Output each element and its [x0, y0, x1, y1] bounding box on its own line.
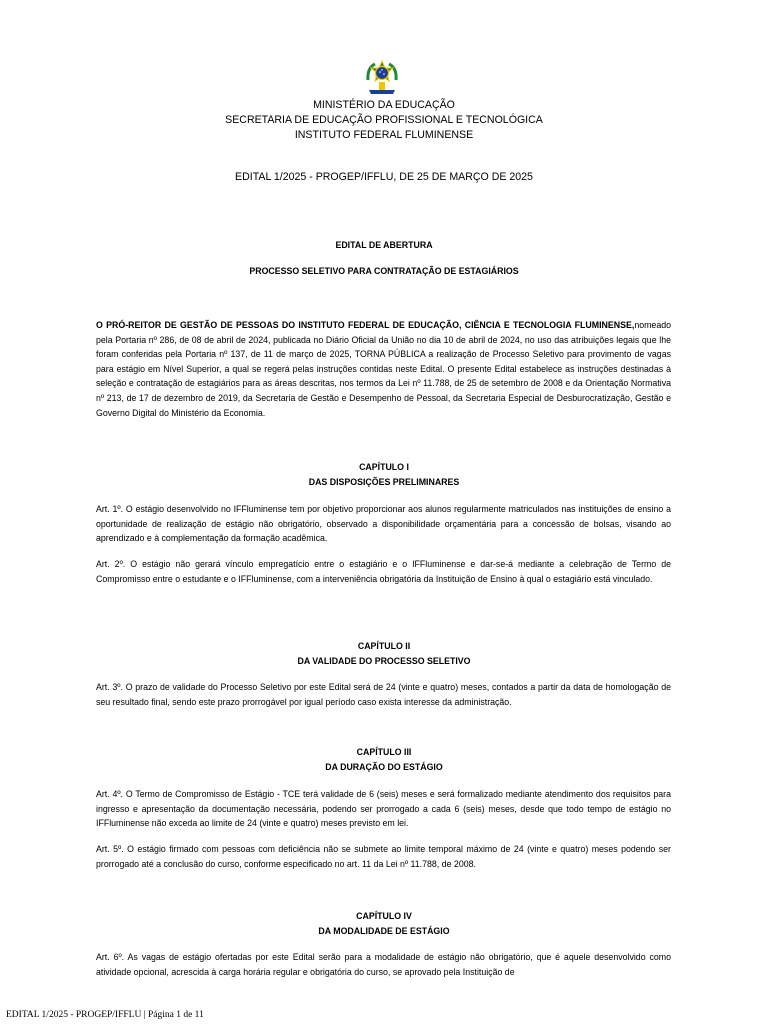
article-1: Art. 1º. O estágio desenvolvido no IFFluminense tem por objetivo proporcionar aos alunos regularmente matriculados nas instituições de ensino a oportunidade de realização de estágio não obrigatório, observado a disponibilidade orçamentária para a concessão de bolsas, visando ao aprendizado e à complementação da formação acadêmica.	[96, 504, 671, 544]
chapter-4-number: CAPÍTULO IV	[356, 911, 412, 921]
brazil-coat-of-arms-icon	[365, 60, 399, 96]
secretariat-heading: SECRETARIA DE EDUCAÇÃO PROFISSIONAL E TECNOLÓGICA	[225, 114, 543, 126]
page-footer: EDITAL 1/2025 - PROGEP/IFFLU | Página 1 de 11	[6, 1010, 204, 1020]
chapter-2-number: CAPÍTULO II	[357, 641, 411, 651]
preamble-paragraph	[96, 318, 671, 420]
chapter-1-number: CAPÍTULO I	[359, 462, 409, 472]
chapter-3-number: CAPÍTULO III	[356, 747, 412, 757]
chapter-2-title: DA VALIDADE DO PROCESSO SELETIVO	[297, 656, 471, 666]
edital-heading: EDITAL 1/2025 - PROGEP/IFFLU, DE 25 DE MARÇO DE 2025	[235, 171, 533, 183]
article-6: Art. 6º. As vagas de estágio ofertadas por este Edital serão para a modalidade de estágio não obrigatório, que é aquele desenvolvido como atividade opcional, acrescida à carga horária regular e obrigatória do curso, se aprovado pela Instituição de	[96, 952, 671, 977]
chapter-4-title: DA MODALIDADE DE ESTÁGIO	[318, 926, 450, 936]
edital-abertura-title: EDITAL DE ABERTURA	[335, 240, 433, 250]
article-2: Art. 2º. O estágio não gerará vínculo empregatício entre o estagiário e o IFFluminense e dar-se-á mediante a celebração de Termo de Compromisso entre o estudante e o IFFluminense, com a interveniência obrigatória da Instituição de Ensino à qual o estagiário está vinculado.	[96, 559, 671, 584]
institute-heading: INSTITUTO FEDERAL FLUMINENSE	[294, 129, 474, 141]
article-4: Art. 4º. O Termo de Compromisso de Estágio - TCE terá validade de 6 (seis) meses e será formalizado mediante atendimento dos requisitos para ingresso e apresentação da documentação necessária, podendo ser prorrogado a cada 6 (seis) meses, desde que todo tempo de estágio no IFFluminense não exceda ao limite de 24 (vinte e quatro) meses previsto em lei.	[96, 789, 671, 829]
article-5: Art. 5º. O estágio firmado com pessoas com deficiência não se submete ao limite temporal máximo de 24 (vinte e quatro) meses podendo ser prorrogado até a conclusão do curso, conforme especificado no art. 11 da Lei nº 11.788, de 2008.	[96, 844, 671, 869]
preamble-text: nomeado pela Portaria nº 286, de 08 de abril de 2024, publicada no Diário Oficial da União no dia 10 de abril de 2024, no uso das atribuições legais que lhe foram conferidas pela Portaria nº 137, de 11 de março de 2025, TORNA PÚBLICA a realização de Processo Seletivo para provimento de vagas para estágio em Nível Superior, a qual se regerá pelas instruções contidas neste Edital. O presente Edital estabelece as instruções destinadas à seleção e contratação de estagiários para as áreas descritas, nos termos da Lei nº 11.788, de 25 de setembro de 2008 e da Orientação Normativa nº 213, de 17 de dezembro de 2019, da Secretaria de Gestão e Desempenho de Pessoal, da Secretaria Especial de Desburocratização, Gestão e Governo Digital do Ministério da Economia.	[96, 320, 671, 418]
article-3: Art. 3º. O prazo de validade do Processo Seletivo por este Edital será de 24 (vinte e quatro) meses, contados a partir da data de homologação de seu resultado final, sendo este prazo prorrogável por igual período caso exista interesse da administração.	[96, 682, 671, 707]
processo-seletivo-title: PROCESSO SELETIVO PARA CONTRATAÇÃO DE ESTAGIÁRIOS	[249, 266, 519, 276]
ministry-heading: MINISTÉRIO DA EDUCAÇÃO	[313, 99, 455, 111]
preamble-bold: O PRÓ-REITOR DE GESTÃO DE PESSOAS DO INSTITUTO FEDERAL DE EDUCAÇÃO, CIÊNCIA E TECNOLOGIA FLUMINENSE,	[96, 320, 635, 330]
chapter-1-title: DAS DISPOSIÇÕES PRELIMINARES	[308, 477, 460, 487]
chapter-3-title: DA DURAÇÃO DO ESTÁGIO	[325, 762, 443, 772]
